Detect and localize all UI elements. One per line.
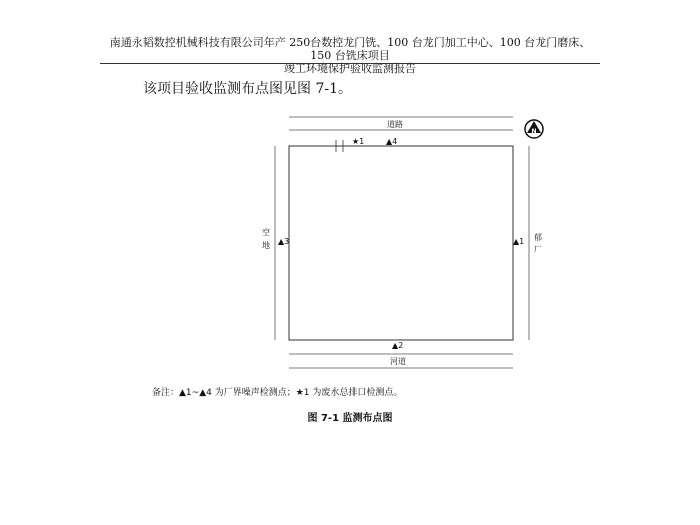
header-title: 南通永韬数控机械科技有限公司年产 250台数控龙门铣、100 台龙门加工中心、100 台龙门磨床、150 台铣床项目 xyxy=(109,36,591,62)
noise-point-4: ▲4 xyxy=(386,137,398,146)
left-land-label-2: 地 xyxy=(262,241,270,250)
river-label: 河道 xyxy=(390,357,406,366)
north-label: N xyxy=(531,128,537,135)
noise-point-2: ▲2 xyxy=(392,341,404,350)
right-factory-label-2: 厂 xyxy=(534,245,542,254)
diagram-note: 备注：▲1~▲4 为厂界噪声检测点；★1 为废水总排口检测点。 xyxy=(152,388,403,398)
noise-point-1: ▲1 xyxy=(513,237,525,246)
figure-caption: 图 7-1 监测布点图 xyxy=(307,413,393,424)
north-arrow-icon xyxy=(525,120,543,138)
road-top-label: 道路 xyxy=(387,120,403,129)
intro-paragraph: 该项目验收监测布点图见图 7-1。 xyxy=(143,81,352,97)
site-boundary xyxy=(289,146,513,340)
left-land-label-1: 空 xyxy=(262,228,270,237)
right-factory-label-1: 郁 xyxy=(534,233,542,242)
noise-point-3: ▲3 xyxy=(278,237,290,246)
wastewater-point-1: ★1 xyxy=(352,137,365,146)
header-subtitle: 竣工环境保护验收监测报告 xyxy=(284,62,416,75)
